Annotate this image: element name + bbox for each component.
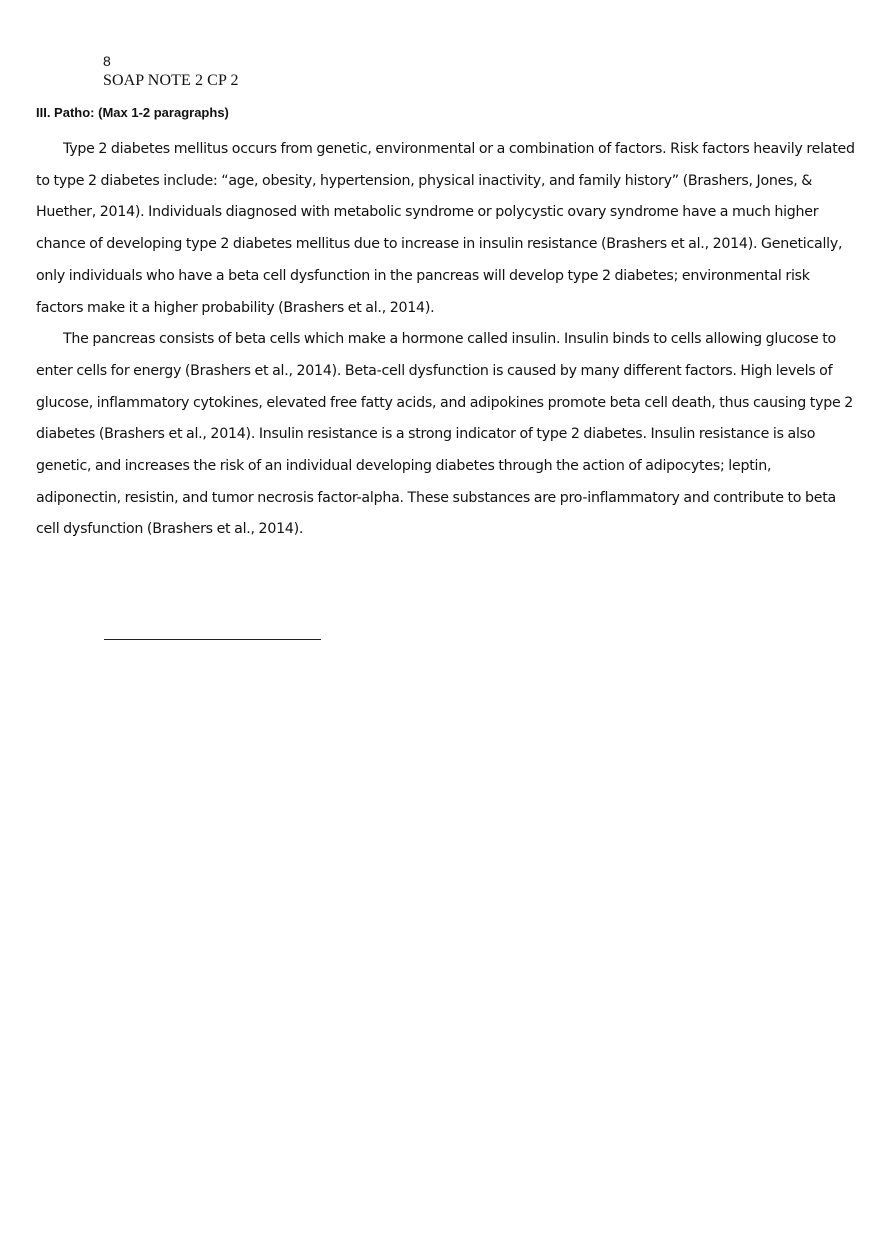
paragraph-pancreas-insulin: The pancreas consists of beta cells which make a hormone called insulin. Insulin binds to cells allowing glucose to enter cells for energy (Brashers et al., 2014). Beta-cell dysfunction is caused by many different factors. High levels of glucose, inflammatory cytokines, elevated free fatty acids, and adipokines promote beta cell death, thus causing type 2 diabetes (Brashers et al., 2014). Insulin resistance is a strong indicator of type 2 diabetes. Insulin resistance is also genetic, and increases the risk of an individual developing diabetes through the action of adipocytes; leptin, adiponectin, resistin, and tumor necrosis factor-alpha. These substances are pro-inflammatory and contribute to beta cell dysfunction (Brashers et al., 2014).	[36, 331, 854, 538]
paragraph-risk-factors: Type 2 diabetes mellitus occurs from genetic, environmental or a combination of factors. Risk factors heavily related to type 2 diabetes include: “age, obesity, hypertension, physical inactivity, and family history” (Brashers, Jones, & Huether, 2014). Individuals diagnosed with metabolic syndrome or polycystic ovary syndrome have a much higher chance of developing type 2 diabetes mellitus due to increase in insulin resistance (Brashers et al., 2014). Genetically, only individuals who have a beta cell dysfunction in the pancreas will develop type 2 diabetes; environmental risk factors make it a higher probability (Brashers et al., 2014).	[36, 141, 855, 316]
body-text	[36, 134, 858, 546]
page-number: 8	[103, 53, 111, 69]
section-heading: III. Patho: (Max 1-2 paragraphs)	[36, 105, 229, 120]
footnote-separator	[104, 639, 321, 640]
running-head: SOAP NOTE 2 CP 2	[103, 72, 239, 89]
